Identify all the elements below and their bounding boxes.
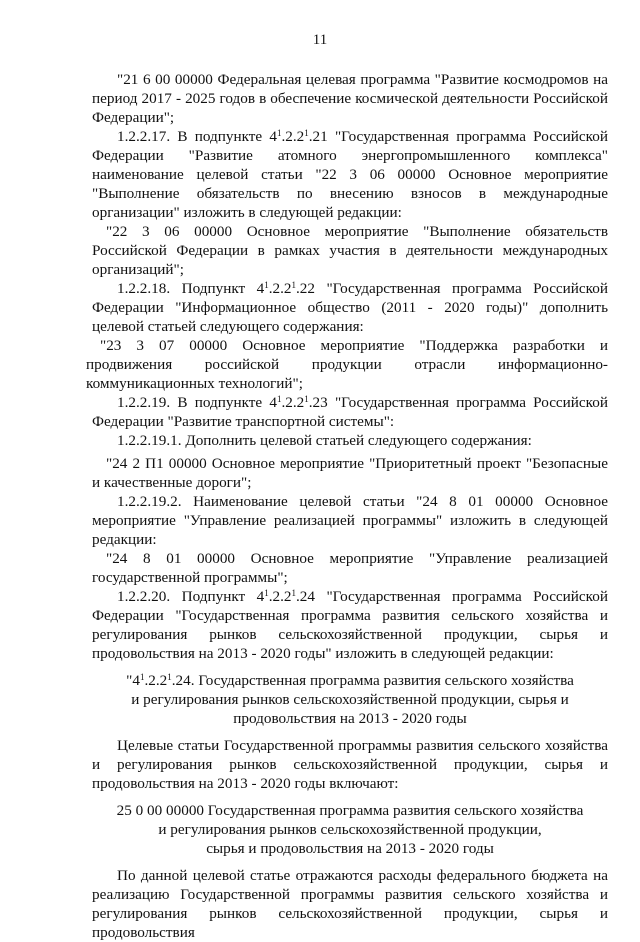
superscript: 1 [139,672,145,682]
section-heading-25-0-00: 25 0 00 00000 Государственная программа развития сельского хозяйства и регулирования рынков сельскохозяйственной продукции, сырья и продовольствия на 2013 - 2020 годы [116,802,584,857]
paragraph-1-2-2-19: 1.2.2.19. В подпункте $4^1.2.2^1.23$ "Государственная программа Российской Федерации "Развитие транспортной системы": [92,394,608,430]
page-number: 11 [312,32,328,48]
paragraph-22-3-06: "22 3 06 00000 Основное мероприятие "Выполнение обязательств Российской Федерации в рамках участия в деятельности международных организаций"; [92,223,608,278]
paragraph-1-2-2-20: 1.2.2.20. Подпункт $4^1.2.2^1.24$ "Государственная программа Российской Федерации "Государственная программа развития сельского хозяйства и регулирования рынков сельскохозяйственной продукции, сырья и продовольствия на 2013 - 2020 годы" изложить в следующей редакции: [92,588,608,662]
superscript: 1 [167,672,172,682]
paragraph-1-2-2-19-1: 1.2.2.19.1. Дополнить целевой статьей следующего содержания: [117,432,532,449]
paragraph-expenses: По данной целевой статье отражаются расходы федерального бюджета на реализацию Государственной программы развития сельского хозяйства и регулирования рынков сельскохозяйственной продукции, сырья и продовольствия [92,867,608,941]
paragraph-1-2-2-18: 1.2.2.18. Подпункт $4^1.2.2^1.22$ "Государственная программа Российской Федерации "Информационное общество (2011 - 2020 годы)" дополнить целевой статьей следующего содержания: [92,280,608,335]
superscript: 1 [276,394,282,404]
paragraph-fcp-cosmodromes: "21 6 00 00000 Федеральная целевая программа "Развитие космодромов на период 2017 - 2025 годов в обеспечение космической деятельности Российской Федерации"; [92,71,608,126]
section-heading-4-2-2-24: "$4^1.2.2^1.24$. Государственная программа развития сельского хозяйства и регулирования рынков сельскохозяйственной продукции, сырья и продовольствия на 2013 - 2020 годы [126,672,574,727]
superscript: 1 [291,280,296,290]
superscript: 1 [264,588,269,598]
superscript: 1 [304,128,309,138]
superscript: 1 [276,128,282,138]
superscript: 1 [304,394,309,404]
superscript: 1 [264,280,269,290]
superscript: 1 [291,588,296,598]
paragraph-1-2-2-19-2: 1.2.2.19.2. Наименование целевой статьи "24 8 01 00000 Основное мероприятие "Управление реализацией программы" изложить в следующей редакции: [92,493,608,548]
paragraph-24-2-p1: "24 2 П1 00000 Основное мероприятие "Приоритетный проект "Безопасные и качественные дороги"; [92,455,608,491]
paragraph-23-3-07: "23 3 07 00000 Основное мероприятие "Поддержка разработки и продвижения российской продукции отрасли информационно-коммуникационных технологий"; [86,337,608,392]
paragraph-24-8-01: "24 8 01 00000 Основное мероприятие "Управление реализацией государственной программы"; [92,550,608,586]
paragraph-target-articles: Целевые статьи Государственной программы развития сельского хозяйства и регулирования рынков сельскохозяйственной продукции, сырья и продовольствия на 2013 - 2020 годы включают: [92,737,608,792]
paragraph-1-2-2-17: 1.2.2.17. В подпункте $4^1.2.2^1.21$ "Государственная программа Российской Федерации "Развитие атомного энергопромышленного комплекса" наименование целевой статьи "22 3 06 00000 Основное мероприятие "Выполнение обязательств по внесению взносов в международные организации" изложить в следующей редакции: [92,128,608,221]
document-body [86,70,608,942]
